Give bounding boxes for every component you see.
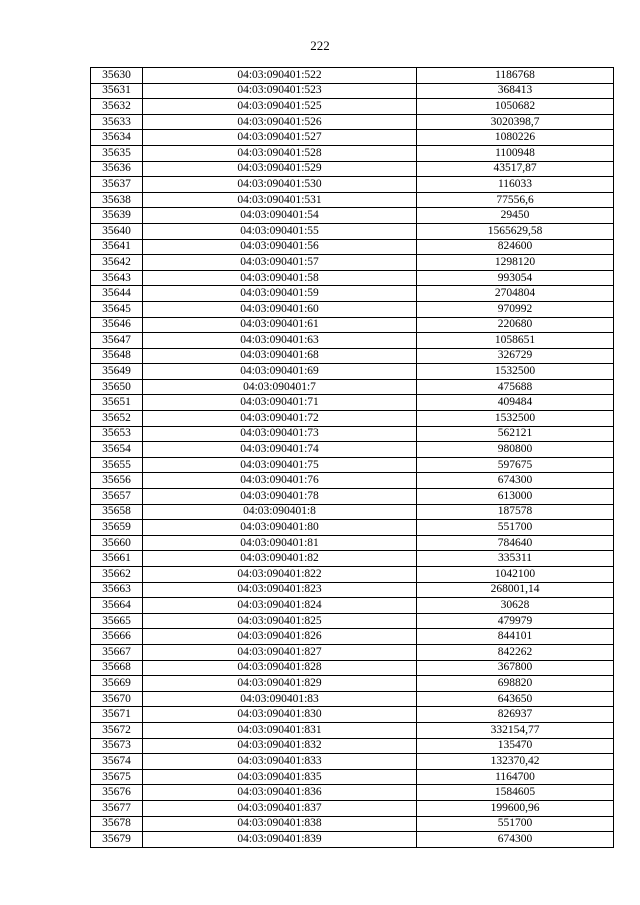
cadastral-number-cell: 04:03:090401:826 bbox=[143, 629, 417, 645]
table-row bbox=[91, 598, 614, 614]
cadastral-number-cell: 04:03:090401:829 bbox=[143, 676, 417, 692]
cadastral-number-cell: 04:03:090401:75 bbox=[143, 457, 417, 473]
cadastral-value-cell: 1186768 bbox=[417, 68, 614, 84]
cadastral-number-cell: 04:03:090401:68 bbox=[143, 348, 417, 364]
cadastral-value-cell: 332154,77 bbox=[417, 722, 614, 738]
row-number-cell: 35655 bbox=[91, 457, 143, 473]
table-row bbox=[91, 629, 614, 645]
cadastral-number-cell: 04:03:090401:61 bbox=[143, 317, 417, 333]
cadastral-number-cell: 04:03:090401:526 bbox=[143, 114, 417, 130]
cadastral-number-cell: 04:03:090401:54 bbox=[143, 208, 417, 224]
cadastral-number-cell: 04:03:090401:57 bbox=[143, 255, 417, 271]
page-number: 222 bbox=[310, 38, 330, 53]
table-row bbox=[91, 333, 614, 349]
table-row bbox=[91, 567, 614, 583]
row-number-cell: 35650 bbox=[91, 379, 143, 395]
cadastral-value-cell: 1042100 bbox=[417, 567, 614, 583]
row-number-cell: 35665 bbox=[91, 613, 143, 629]
row-number-cell: 35676 bbox=[91, 785, 143, 801]
table-row bbox=[91, 504, 614, 520]
table-row bbox=[91, 613, 614, 629]
cadastral-number-cell: 04:03:090401:60 bbox=[143, 301, 417, 317]
cadastral-number-cell: 04:03:090401:822 bbox=[143, 567, 417, 583]
cadastral-number-cell: 04:03:090401:529 bbox=[143, 161, 417, 177]
cadastral-value-cell: 1565629,58 bbox=[417, 223, 614, 239]
cadastral-value-cell: 1050682 bbox=[417, 99, 614, 115]
row-number-cell: 35645 bbox=[91, 301, 143, 317]
cadastral-number-cell: 04:03:090401:8 bbox=[143, 504, 417, 520]
cadastral-number-cell: 04:03:090401:825 bbox=[143, 613, 417, 629]
cadastral-value-cell: 335311 bbox=[417, 551, 614, 567]
cadastral-number-cell: 04:03:090401:82 bbox=[143, 551, 417, 567]
cadastral-value-cell: 475688 bbox=[417, 379, 614, 395]
cadastral-value-cell: 562121 bbox=[417, 426, 614, 442]
cadastral-value-cell: 43517,87 bbox=[417, 161, 614, 177]
row-number-cell: 35670 bbox=[91, 691, 143, 707]
row-number-cell: 35652 bbox=[91, 411, 143, 427]
table-row bbox=[91, 473, 614, 489]
cadastral-value-cell: 597675 bbox=[417, 457, 614, 473]
row-number-cell: 35632 bbox=[91, 99, 143, 115]
row-number-cell: 35671 bbox=[91, 707, 143, 723]
table-row bbox=[91, 364, 614, 380]
table-row bbox=[91, 785, 614, 801]
cadastral-number-cell: 04:03:090401:73 bbox=[143, 426, 417, 442]
cadastral-value-cell: 1164700 bbox=[417, 769, 614, 785]
table-row bbox=[91, 192, 614, 208]
cadastral-number-cell: 04:03:090401:839 bbox=[143, 832, 417, 848]
row-number-cell: 35677 bbox=[91, 800, 143, 816]
cadastral-value-cell: 842262 bbox=[417, 644, 614, 660]
cadastral-value-cell: 844101 bbox=[417, 629, 614, 645]
cadastral-number-cell: 04:03:090401:831 bbox=[143, 722, 417, 738]
cadastral-number-cell: 04:03:090401:830 bbox=[143, 707, 417, 723]
row-number-cell: 35653 bbox=[91, 426, 143, 442]
table-row bbox=[91, 582, 614, 598]
row-number-cell: 35633 bbox=[91, 114, 143, 130]
table-row bbox=[91, 130, 614, 146]
row-number-cell: 35641 bbox=[91, 239, 143, 255]
table-row bbox=[91, 691, 614, 707]
cadastral-value-cell: 199600,96 bbox=[417, 800, 614, 816]
cadastral-number-cell: 04:03:090401:527 bbox=[143, 130, 417, 146]
row-number-cell: 35638 bbox=[91, 192, 143, 208]
cadastral-value-cell: 220680 bbox=[417, 317, 614, 333]
row-number-cell: 35648 bbox=[91, 348, 143, 364]
cadastral-value-cell: 551700 bbox=[417, 520, 614, 536]
cadastral-number-cell: 04:03:090401:7 bbox=[143, 379, 417, 395]
cadastral-number-cell: 04:03:090401:76 bbox=[143, 473, 417, 489]
table-row bbox=[91, 68, 614, 84]
table-row bbox=[91, 769, 614, 785]
table-row bbox=[91, 177, 614, 193]
row-number-cell: 35669 bbox=[91, 676, 143, 692]
table-row bbox=[91, 754, 614, 770]
cadastral-value-cell: 3020398,7 bbox=[417, 114, 614, 130]
cadastral-value-cell: 993054 bbox=[417, 270, 614, 286]
cadastral-number-cell: 04:03:090401:525 bbox=[143, 99, 417, 115]
cadastral-number-cell: 04:03:090401:531 bbox=[143, 192, 417, 208]
cadastral-number-cell: 04:03:090401:837 bbox=[143, 800, 417, 816]
row-number-cell: 35644 bbox=[91, 286, 143, 302]
table-row bbox=[91, 722, 614, 738]
row-number-cell: 35672 bbox=[91, 722, 143, 738]
table-row bbox=[91, 270, 614, 286]
row-number-cell: 35658 bbox=[91, 504, 143, 520]
cadastral-number-cell: 04:03:090401:530 bbox=[143, 177, 417, 193]
cadastral-value-cell: 613000 bbox=[417, 489, 614, 505]
cadastral-number-cell: 04:03:090401:827 bbox=[143, 644, 417, 660]
cadastral-value-cell: 1080226 bbox=[417, 130, 614, 146]
table-row bbox=[91, 457, 614, 473]
row-number-cell: 35666 bbox=[91, 629, 143, 645]
table-row bbox=[91, 145, 614, 161]
cadastral-number-cell: 04:03:090401:838 bbox=[143, 816, 417, 832]
table-row bbox=[91, 676, 614, 692]
table-row bbox=[91, 426, 614, 442]
cadastral-number-cell: 04:03:090401:833 bbox=[143, 754, 417, 770]
cadastral-value-cell: 116033 bbox=[417, 177, 614, 193]
table-row bbox=[91, 379, 614, 395]
cadastral-number-cell: 04:03:090401:836 bbox=[143, 785, 417, 801]
cadastral-value-cell: 970992 bbox=[417, 301, 614, 317]
cadastral-number-cell: 04:03:090401:74 bbox=[143, 442, 417, 458]
table-row bbox=[91, 520, 614, 536]
cadastral-value-cell: 1532500 bbox=[417, 411, 614, 427]
cadastral-number-cell: 04:03:090401:523 bbox=[143, 83, 417, 99]
cadastral-value-cell: 1058651 bbox=[417, 333, 614, 349]
row-number-cell: 35643 bbox=[91, 270, 143, 286]
cadastral-number-cell: 04:03:090401:55 bbox=[143, 223, 417, 239]
row-number-cell: 35654 bbox=[91, 442, 143, 458]
table-row bbox=[91, 286, 614, 302]
row-number-cell: 35634 bbox=[91, 130, 143, 146]
row-number-cell: 35647 bbox=[91, 333, 143, 349]
table-row bbox=[91, 317, 614, 333]
row-number-cell: 35673 bbox=[91, 738, 143, 754]
cadastral-value-cell: 1298120 bbox=[417, 255, 614, 271]
cadastral-value-cell: 326729 bbox=[417, 348, 614, 364]
cadastral-number-cell: 04:03:090401:59 bbox=[143, 286, 417, 302]
cadastral-number-cell: 04:03:090401:823 bbox=[143, 582, 417, 598]
table-row bbox=[91, 348, 614, 364]
row-number-cell: 35639 bbox=[91, 208, 143, 224]
cadastral-value-cell: 1100948 bbox=[417, 145, 614, 161]
table-row bbox=[91, 644, 614, 660]
table-row bbox=[91, 535, 614, 551]
cadastral-value-cell: 132370,42 bbox=[417, 754, 614, 770]
cadastral-value-cell: 367800 bbox=[417, 660, 614, 676]
cadastral-number-cell: 04:03:090401:69 bbox=[143, 364, 417, 380]
row-number-cell: 35646 bbox=[91, 317, 143, 333]
cadastral-number-cell: 04:03:090401:63 bbox=[143, 333, 417, 349]
row-number-cell: 35657 bbox=[91, 489, 143, 505]
row-number-cell: 35630 bbox=[91, 68, 143, 84]
table-row bbox=[91, 489, 614, 505]
row-number-cell: 35678 bbox=[91, 816, 143, 832]
row-number-cell: 35636 bbox=[91, 161, 143, 177]
row-number-cell: 35674 bbox=[91, 754, 143, 770]
cadastral-value-cell: 268001,14 bbox=[417, 582, 614, 598]
row-number-cell: 35649 bbox=[91, 364, 143, 380]
table-row bbox=[91, 551, 614, 567]
cadastral-value-cell: 551700 bbox=[417, 816, 614, 832]
cadastral-value-cell: 643650 bbox=[417, 691, 614, 707]
cadastral-value-cell: 368413 bbox=[417, 83, 614, 99]
cadastral-number-cell: 04:03:090401:824 bbox=[143, 598, 417, 614]
cadastral-value-cell: 77556,6 bbox=[417, 192, 614, 208]
row-number-cell: 35662 bbox=[91, 567, 143, 583]
row-number-cell: 35637 bbox=[91, 177, 143, 193]
row-number-cell: 35640 bbox=[91, 223, 143, 239]
table-row bbox=[91, 395, 614, 411]
cadastral-number-cell: 04:03:090401:832 bbox=[143, 738, 417, 754]
row-number-cell: 35635 bbox=[91, 145, 143, 161]
cadastral-number-cell: 04:03:090401:528 bbox=[143, 145, 417, 161]
table-body bbox=[91, 68, 614, 848]
row-number-cell: 35659 bbox=[91, 520, 143, 536]
table-row bbox=[91, 800, 614, 816]
table-row bbox=[91, 83, 614, 99]
cadastral-number-cell: 04:03:090401:81 bbox=[143, 535, 417, 551]
table-row bbox=[91, 411, 614, 427]
table-row bbox=[91, 832, 614, 848]
row-number-cell: 35661 bbox=[91, 551, 143, 567]
cadastral-value-table bbox=[90, 67, 614, 848]
cadastral-value-cell: 674300 bbox=[417, 473, 614, 489]
row-number-cell: 35663 bbox=[91, 582, 143, 598]
row-number-cell: 35631 bbox=[91, 83, 143, 99]
cadastral-value-cell: 980800 bbox=[417, 442, 614, 458]
table-row bbox=[91, 99, 614, 115]
table-row bbox=[91, 738, 614, 754]
cadastral-number-cell: 04:03:090401:56 bbox=[143, 239, 417, 255]
table-row bbox=[91, 223, 614, 239]
cadastral-value-cell: 2704804 bbox=[417, 286, 614, 302]
cadastral-value-cell: 1584605 bbox=[417, 785, 614, 801]
cadastral-value-cell: 824600 bbox=[417, 239, 614, 255]
row-number-cell: 35664 bbox=[91, 598, 143, 614]
table-row bbox=[91, 114, 614, 130]
cadastral-value-cell: 30628 bbox=[417, 598, 614, 614]
table-row bbox=[91, 301, 614, 317]
table-row bbox=[91, 239, 614, 255]
row-number-cell: 35642 bbox=[91, 255, 143, 271]
cadastral-number-cell: 04:03:090401:83 bbox=[143, 691, 417, 707]
cadastral-value-cell: 409484 bbox=[417, 395, 614, 411]
cadastral-value-cell: 187578 bbox=[417, 504, 614, 520]
table-row bbox=[91, 208, 614, 224]
cadastral-value-cell: 479979 bbox=[417, 613, 614, 629]
table-row bbox=[91, 255, 614, 271]
table-row bbox=[91, 161, 614, 177]
cadastral-value-cell: 29450 bbox=[417, 208, 614, 224]
row-number-cell: 35651 bbox=[91, 395, 143, 411]
row-number-cell: 35667 bbox=[91, 644, 143, 660]
cadastral-number-cell: 04:03:090401:522 bbox=[143, 68, 417, 84]
cadastral-value-cell: 1532500 bbox=[417, 364, 614, 380]
row-number-cell: 35679 bbox=[91, 832, 143, 848]
cadastral-number-cell: 04:03:090401:71 bbox=[143, 395, 417, 411]
cadastral-number-cell: 04:03:090401:835 bbox=[143, 769, 417, 785]
row-number-cell: 35660 bbox=[91, 535, 143, 551]
row-number-cell: 35675 bbox=[91, 769, 143, 785]
cadastral-value-cell: 826937 bbox=[417, 707, 614, 723]
cadastral-number-cell: 04:03:090401:58 bbox=[143, 270, 417, 286]
table-row bbox=[91, 660, 614, 676]
cadastral-number-cell: 04:03:090401:72 bbox=[143, 411, 417, 427]
table-row bbox=[91, 442, 614, 458]
table-row bbox=[91, 707, 614, 723]
cadastral-value-cell: 135470 bbox=[417, 738, 614, 754]
row-number-cell: 35668 bbox=[91, 660, 143, 676]
cadastral-number-cell: 04:03:090401:828 bbox=[143, 660, 417, 676]
cadastral-value-cell: 784640 bbox=[417, 535, 614, 551]
cadastral-number-cell: 04:03:090401:80 bbox=[143, 520, 417, 536]
cadastral-value-cell: 698820 bbox=[417, 676, 614, 692]
row-number-cell: 35656 bbox=[91, 473, 143, 489]
cadastral-number-cell: 04:03:090401:78 bbox=[143, 489, 417, 505]
table-row bbox=[91, 816, 614, 832]
cadastral-value-cell: 674300 bbox=[417, 832, 614, 848]
